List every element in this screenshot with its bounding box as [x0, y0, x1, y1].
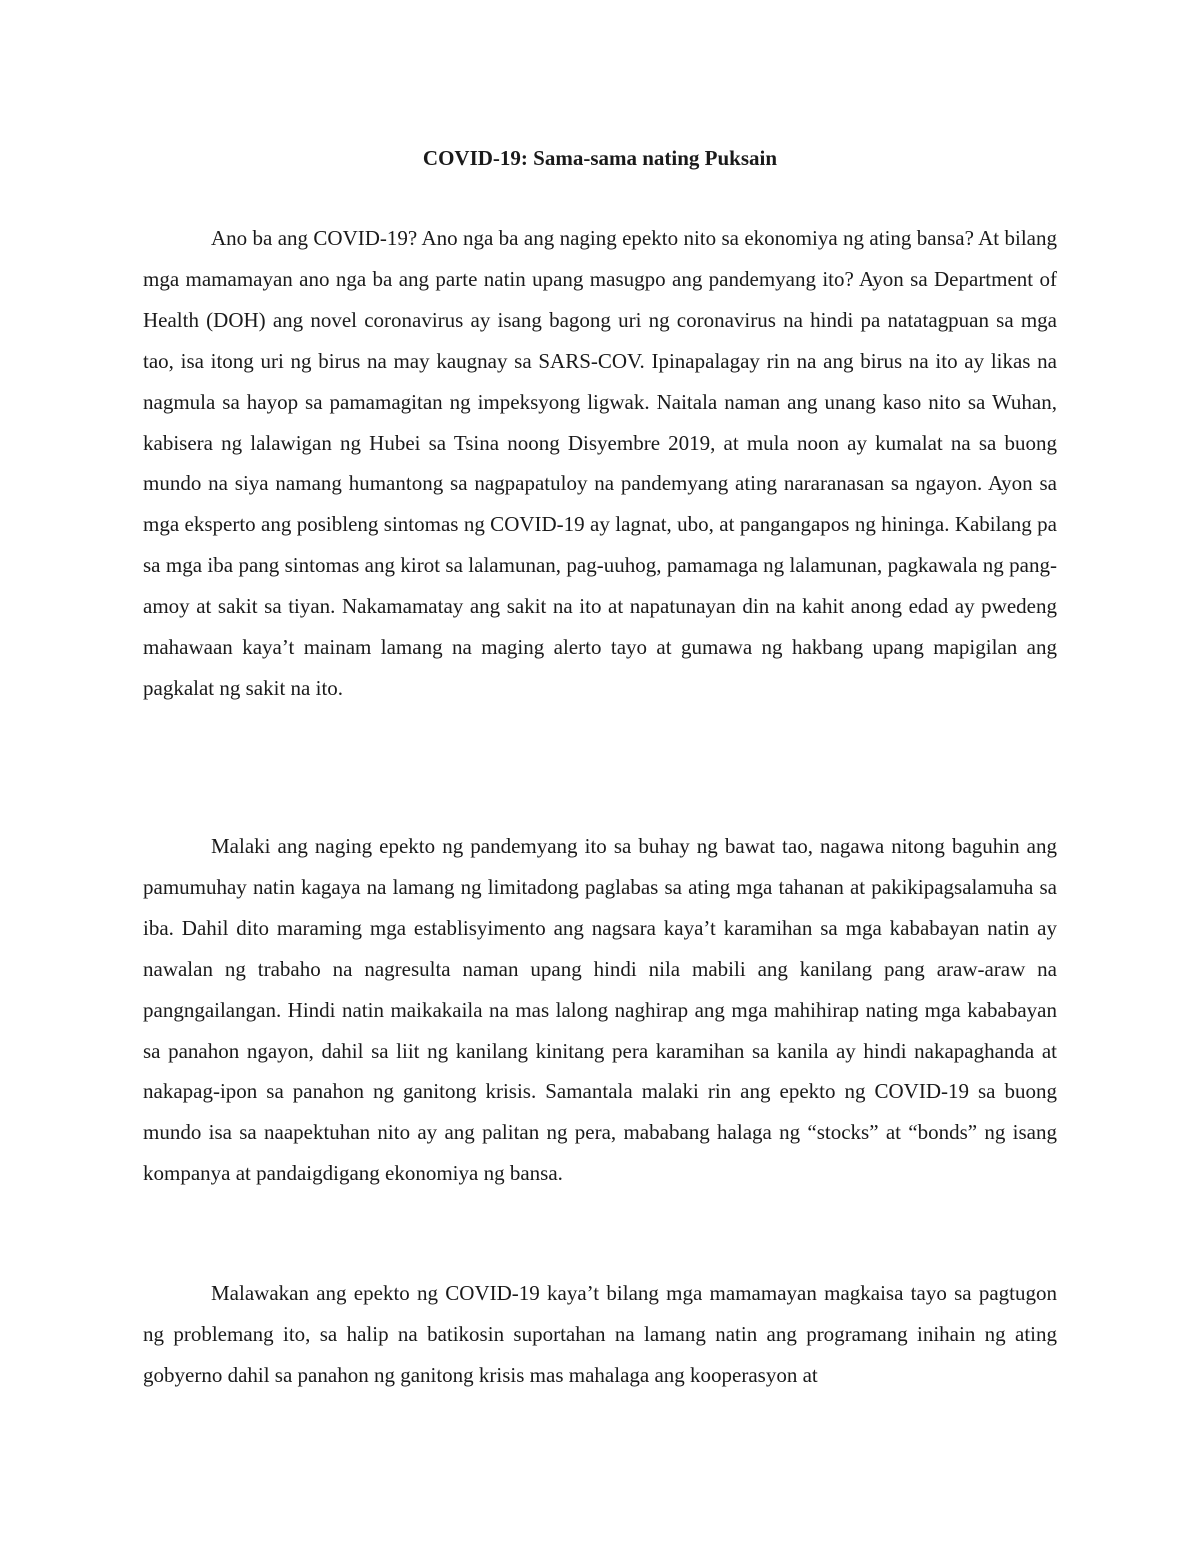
- paragraph-3: Malawakan ang epekto ng COVID-19 kaya’t bilang mga mamamayan magkaisa tayo sa pagtugon ng problemang ito, sa halip na batikosin suportahan na lamang natin ang programang inihain ng ating gobyerno dahil sa panahon ng ganitong krisis mas mahalaga ang kooperasyon at: [143, 1281, 1057, 1387]
- paragraph-1: Ano ba ang COVID-19? Ano nga ba ang naging epekto nito sa ekonomiya ng ating bansa? At bilang mga mamamayan ano nga ba ang parte natin upang masugpo ang pandemyang ito? Ayon sa Department of Health (DOH) ang novel coronavirus ay isang bagong uri ng coronavirus na hindi pa natatagpuan sa mga tao, isa itong uri ng birus na may kaugnay sa SARS-COV. Ipinapalagay rin na ang birus na ito ay likas na nagmula sa hayop sa pamamagitan ng impeksyong ligwak. Naitala naman ang unang kaso nito sa Wuhan, kabisera ng lalawigan ng Hubei sa Tsina noong Disyembre 2019, at mula noon ay kumalat na sa buong mundo na siya namang humantong sa nagpapatuloy na pandemyang ating nararanasan sa ngayon. Ayon sa mga eksperto ang posibleng sintomas ng COVID-19 ay lagnat, ubo, at pangangapos ng hininga. Kabilang pa sa mga iba pang sintomas ang kirot sa lalamunan, pag-uuhog, pamamaga ng lalamunan, pagkawala ng pang-amoy at sakit sa tiyan. Nakamamatay ang sakit na ito at napatunayan din na kahit anong edad ay pwedeng mahawaan kaya’t mainam lamang na maging alerto tayo at gumawa ng hakbang upang mapigilan ang pagkalat ng sakit na ito.: [143, 226, 1057, 700]
- paragraph-2: Malaki ang naging epekto ng pandemyang ito sa buhay ng bawat tao, nagawa nitong baguhin ang pamumuhay natin kagaya na lamang ng limitadong paglabas sa ating mga tahanan at pakikipagsalamuha sa iba. Dahil dito maraming mga establisyimento ang nagsara kaya’t karamihan sa mga kababayan natin ay nawalan ng trabaho na nagresulta naman upang hindi nila mabili ang kanilang pang araw-araw na pangngailangan. Hindi natin maikakaila na mas lalong naghirap ang mga mahihirap nating mga kababayan sa panahon ngayon, dahil sa liit ng kanilang kinitang pera karamihan sa kanila ay hindi nakapaghanda at nakapag-ipon sa panahon ng ganitong krisis. Samantala malaki rin ang epekto ng COVID-19 sa buong mundo isa sa naapektuhan nito ay ang palitan ng pera, mababang halaga ng “stocks” at “bonds” ng isang kompanya at pandaigdigang ekonomiya ng bansa.: [143, 834, 1057, 1186]
- document-title: COVID-19: Sama-sama nating Puksain: [422, 146, 778, 170]
